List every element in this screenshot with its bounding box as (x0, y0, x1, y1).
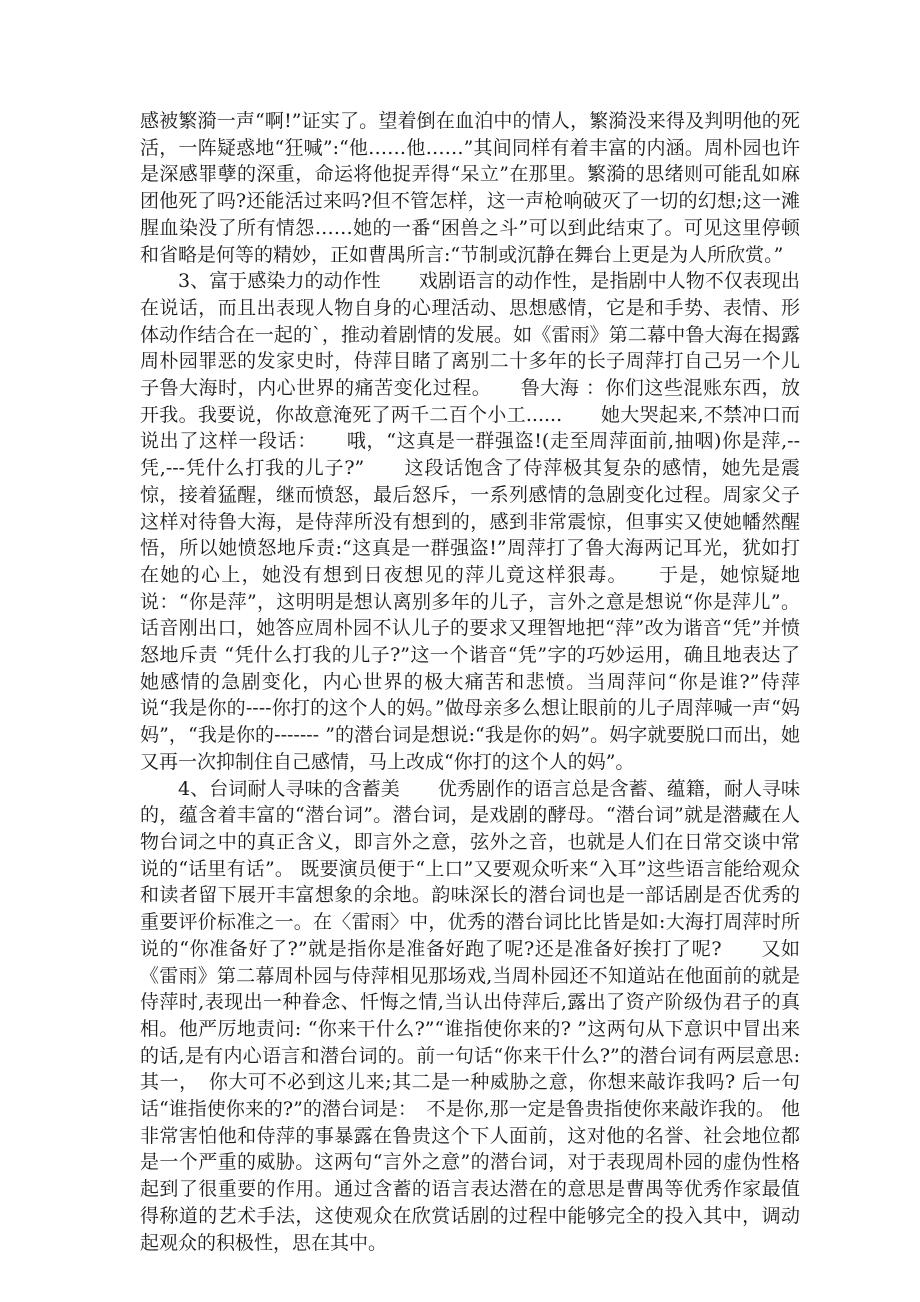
document-body (140, 108, 800, 1256)
paragraph-section-4: 4、台词耐人寻味的含蓄美 优秀剧作的语言总是含蓄、蕴籍，耐人寻味的，蕴含着丰富的“潜台词”。潜台词，是戏剧的酵母。“潜台词”就是潜藏在人物台词之中的真正含义，即言外之意，弦外之音，也就是人们在日常交谈中常说的“话里有话”。 既要演员便于“上口”又要观众听来“入耳”这些语言能给观众和读者留下展开丰富想象的余地。韵味深长的潜台词也是一部话剧是否优秀的重要评价标准之一。在〈雷雨〉中，优秀的潜台词比比皆是如:大海打周萍时所说的“你准备好了?”就是指你是准备好跑了呢?还是准备好挨打了呢? 又如《雷雨》第二幕周朴园与侍萍相见那场戏,当周朴园还不知道站在他面前的就是侍萍时,表现出一种眷念、忏悔之情,当认出侍萍后,露出了资产阶级伪君子的真相。他严厉地责问: “你来干什么?”“谁指使你来的? ”这两句从下意识中冒出来的话,是有内心语言和潜台词的。前一句话“你来干什么?”的潜台词有两层意思:其一， 你大可不必到这儿来;其二是一种威胁之意，你想来敲诈我吗? 后一句话“谁指使你来的?”的潜台词是： 不是你,那一定是鲁贵指使你来敲诈我的。 他非常害怕他和侍萍的事暴露在鲁贵这个下人面前，这对他的名誉、社会地位都是一个严重的威胁。这两句“言外之意”的潜台词，对于表现周朴园的虚伪性格起到了很重要的作用。通过含蓄的语言表达潜在的意思是曹禺等优秀作家最值得称道的艺术手法，这使观众在欣赏话剧的过程中能够完全的投入其中，调动起观众的积极性，思在其中。 (140, 777, 800, 1254)
paragraph-continuation: 感被繁漪一声“啊!”证实了。望着倒在血泊中的情人，繁漪没来得及判明他的死活，一阵疑惑地“狂喊”:“他……他……”其间同样有着丰富的内涵。周朴园也许是深感罪孽的深重，命运将他捉弄得“呆立”在那里。繁漪的思绪则可能乱如麻团他死了吗?还能活过来吗?但不管怎样，这一声枪响破灭了一切的幻想;这一滩腥血染没了所有情怨……她的一番“困兽之斗”可以到此结束了。可见这里停顿和省略是何等的精妙，正如曹禺所言:“节制或沉静在舞台上更是为人所欣赏。” (140, 110, 800, 266)
paragraph-section-3: 3、富于感染力的动作性 戏剧语言的动作性，是指剧中人物不仅表现出在说话，而且出表现人物自身的心理活动、思想感情，它是和手势、表情、形体动作结合在一起的`，推动着剧情的发展。如《雷雨》第二幕中鲁大海在揭露周朴园罪恶的发家史时，侍萍目睹了离别二十多年的长子周萍打自己另一个儿子鲁大海时，内心世界的痛苦变化过程。 鲁大海 ：你们这些混账东西，放开我。我要说，你故意淹死了两千二百个小工...... 她大哭起来,不禁冲口而说出了这样一段话： 哦，“这真是一群强盗!(走至周萍面前,抽咽)你是萍,--凭,---凭什么打我的儿子?” 这段话饱含了侍萍极其复杂的感情，她先是震惊，接着猛醒，继而愤怒，最后怒斥，一系列感情的急剧变化过程。周家父子这样对待鲁大海，是侍萍所没有想到的，感到非常震惊，但事实又使她幡然醒悟，所以她愤怒地斥责:“这真是一群强盗!”周萍打了鲁大海两记耳光，犹如打在她的心上，她没有想到日夜想见的萍儿竟这样狠毒。 于是，她惊疑地说：“你是萍”，这明明是想认离别多年的儿子，言外之意是想说“你是萍儿”。话音刚出口，她答应周朴园不认儿子的要求又理智地把“萍”改为谐音“凭”并愤怒地斥责 “凭什么打我的儿子?”这一个谐音“凭”字的巧妙运用，确且地表达了她感情的急剧变化，内心世界的极大痛苦和悲愤。当周萍问“你是谁?”侍萍说“我是你的----你打的这个人的妈。”做母亲多么想让眼前的儿子周萍喊一声“妈妈”，“我是你的------- ”的潜台词是想说:“我是你的妈”。妈字就要脱口而出，她又再一次抑制住自己感情，马上改成“你打的这个人的妈”。 (140, 270, 800, 773)
